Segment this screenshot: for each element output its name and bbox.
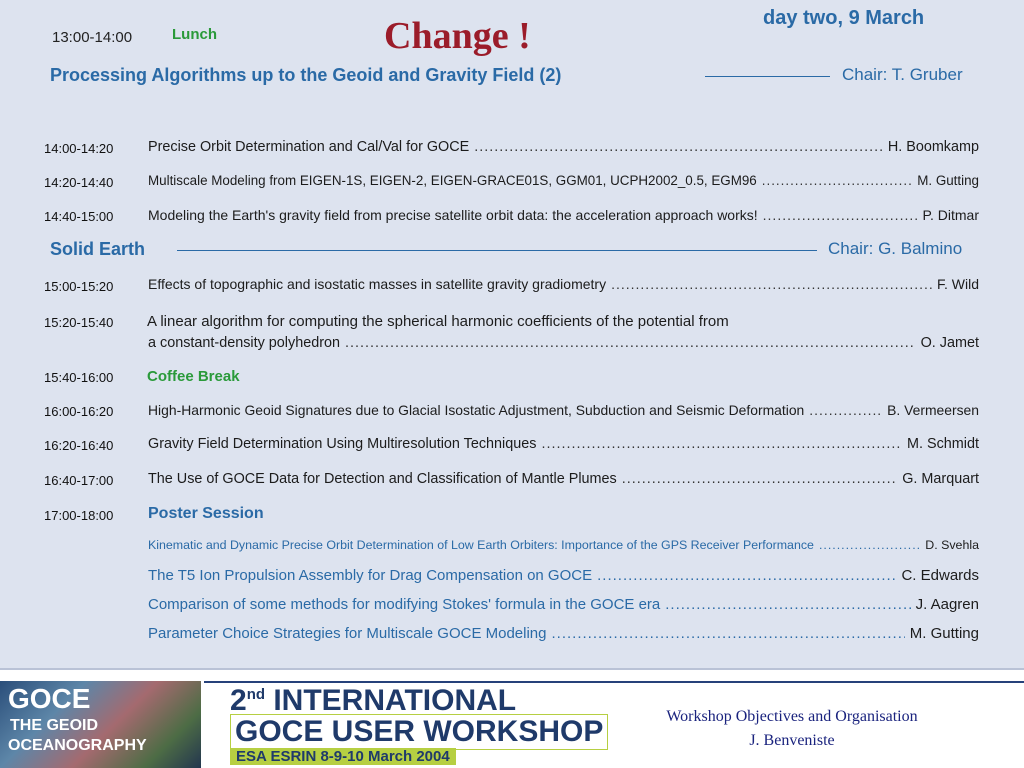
talk-time: 15:00-15:20: [44, 279, 114, 294]
talk-speaker: M. Schmidt: [907, 436, 979, 452]
talk-title: The Use of GOCE Data for Detection and Classification of Mantle Plumes: [148, 471, 617, 487]
leader-dots: [762, 173, 912, 188]
coffee-time: 15:40-16:00: [44, 370, 114, 385]
session2-title: Solid Earth: [50, 239, 146, 259]
talk-row: [148, 139, 979, 155]
talk-time: 14:20-14:40: [44, 175, 114, 190]
talk-title: Precise Orbit Determination and Cal/Val for GOCE: [148, 139, 470, 155]
talk-speaker: G. Marquart: [902, 471, 979, 487]
poster-title: Parameter Choice Strategies for Multiscale GOCE Modeling: [148, 625, 547, 642]
talk-row: [148, 276, 979, 292]
talk-time: 16:00-16:20: [44, 404, 114, 419]
workshop-intl: INTERNATIONAL: [265, 684, 517, 717]
leader-dots: [763, 207, 918, 223]
logo-line1: GOCE: [8, 683, 91, 714]
talk-title-line1: A linear algorithm for computing the spherical harmonic coefficients of the potential from: [147, 313, 729, 330]
session2-chair: Chair: G. Balmino: [828, 239, 963, 258]
talk-title: High-Harmonic Geoid Signatures due to Glacial Isostatic Adjustment, Subduction and Seismic Deformation: [148, 402, 805, 418]
leader-dots: [541, 436, 902, 452]
talk-time: 16:20-16:40: [44, 438, 114, 453]
leader-dots: [597, 567, 896, 584]
session1-title: Processing Algorithms up to the Geoid and Gravity Field (2): [50, 65, 562, 85]
poster-speaker: J. Aagren: [915, 596, 979, 613]
talk-row: [148, 335, 979, 351]
session2-rule: [177, 250, 817, 251]
logo-line2: THE GEOID: [10, 717, 99, 734]
poster-row: [148, 567, 979, 584]
talk-speaker: P. Ditmar: [922, 207, 979, 223]
talk-time: 14:00-14:20: [44, 141, 114, 156]
lunch-label: Lunch: [172, 26, 217, 43]
credit-title: Workshop Objectives and Organisation: [666, 708, 918, 725]
session1-rule: [705, 76, 830, 77]
talk-speaker: B. Vermeersen: [887, 402, 979, 418]
lunch-time: 13:00-14:00: [52, 29, 133, 46]
talk-speaker: M. Gutting: [917, 173, 979, 188]
poster-row: [148, 538, 979, 552]
talk-title: Modeling the Earth's gravity field from precise satellite orbit data: the acceleration approach works!: [148, 207, 758, 223]
poster-title: Kinematic and Dynamic Precise Orbit Determination of Low Earth Orbiters: Importance of the GPS Receiver Performance: [148, 538, 814, 552]
talk-title: Multiscale Modeling from EIGEN-1S, EIGEN-2, EIGEN-GRACE01S, GGM01, UCPH2002_0.5, EGM96: [148, 173, 757, 188]
leader-dots: [345, 335, 916, 351]
coffee-label: Coffee Break: [147, 368, 240, 385]
talk-row: [148, 436, 979, 452]
workshop-line1: [230, 684, 516, 718]
leader-dots: [474, 139, 883, 155]
goce-logo: [0, 681, 201, 768]
poster-speaker: M. Gutting: [909, 625, 979, 642]
change-label: Change !: [384, 15, 531, 57]
leader-dots: [819, 538, 920, 552]
poster-speaker: C. Edwards: [901, 567, 979, 584]
day-label: day two, 9 March: [763, 7, 925, 29]
leader-dots: [552, 625, 905, 642]
poster-row: [148, 596, 979, 613]
poster-row: [148, 625, 979, 642]
talk-time: 15:20-15:40: [44, 315, 114, 330]
poster-title: The T5 Ion Propulsion Assembly for Drag Compensation on GOCE: [148, 567, 593, 584]
workshop-sup: nd: [246, 686, 266, 703]
talk-time: 16:40-17:00: [44, 473, 114, 488]
leader-dots: [809, 402, 882, 418]
credit-author: J. Benveniste: [749, 732, 835, 749]
workshop-line2: GOCE USER WORKSHOP: [230, 714, 608, 750]
poster-label: Poster Session: [148, 505, 264, 522]
leader-dots: [665, 596, 910, 613]
talk-row: [148, 207, 979, 223]
talk-row: [148, 471, 979, 487]
talk-title: Gravity Field Determination Using Multiresolution Techniques: [148, 436, 537, 452]
poster-speaker: D. Svehla: [925, 538, 979, 552]
talk-title-line2: a constant-density polyhedron: [148, 335, 340, 351]
poster-title: Comparison of some methods for modifying Stokes' formula in the GOCE era: [148, 596, 661, 613]
talk-speaker: H. Boomkamp: [887, 139, 979, 155]
talk-row: [148, 402, 979, 418]
leader-dots: [611, 276, 932, 292]
workshop-num: 2: [230, 684, 247, 717]
workshop-banner: [226, 684, 619, 766]
workshop-line3: ESA ESRIN 8-9-10 March 2004: [230, 748, 456, 765]
logo-line3: OCEANOGRAPHY: [8, 737, 147, 754]
footer-rule: [204, 681, 1024, 683]
talk-speaker: F. Wild: [937, 276, 979, 292]
session1-chair: Chair: T. Gruber: [842, 65, 963, 84]
talk-speaker: O. Jamet: [920, 335, 979, 351]
talk-time: 14:40-15:00: [44, 209, 114, 224]
talk-title: Effects of topographic and isostatic masses in satellite gravity gradiometry: [148, 276, 607, 292]
poster-time: 17:00-18:00: [44, 508, 114, 523]
leader-dots: [622, 471, 898, 487]
talk-row: [148, 173, 979, 188]
